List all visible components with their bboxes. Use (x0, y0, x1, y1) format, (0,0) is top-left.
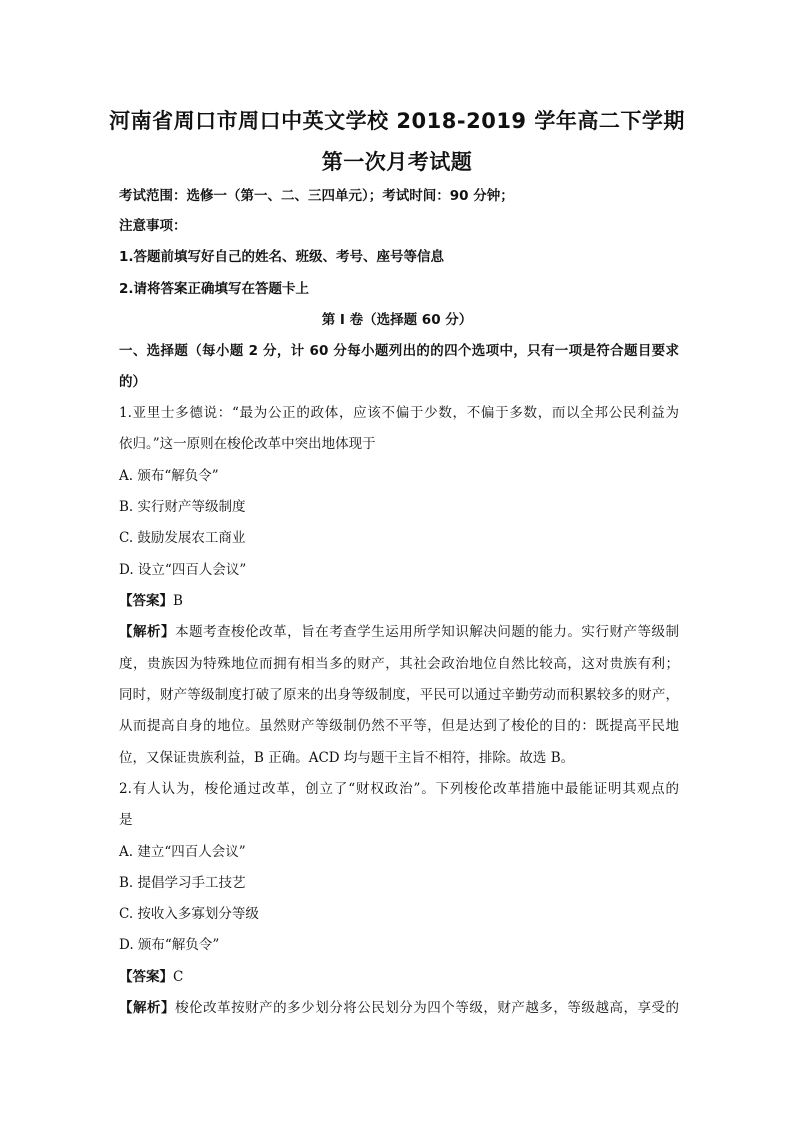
q1-stem-line-1: 1.亚里士多德说：“最为公正的政体，应该不偏于少数，不偏于多数，而以全邦公民利益为 (119, 405, 679, 421)
q1-analysis-line-5: 位，又保证贵族利益，B 正确。ACD 均与题干主旨不相符，排除。故选 B。 (119, 750, 575, 766)
q1-option-a: A. 颁布“解负令” (119, 468, 219, 484)
q1-analysis-line-1 (119, 622, 679, 642)
notes-title: 注意事项： (119, 218, 187, 234)
q1-analysis-line-3: 同时，财产等级制度打破了原来的出身等级制度，平民可以通过辛勤劳动而积累较多的财产， (119, 687, 679, 703)
answer-tag: 【答案】 (119, 593, 173, 609)
analysis-tag: 【解析】 (119, 1000, 176, 1016)
q1-option-c: C. 鼓励发展农工商业 (119, 530, 246, 546)
exam-scope: 考试范围：选修一（第一、二、三四单元）；考试时间：90 分钟； (119, 188, 514, 204)
q2-analysis-line-1 (119, 998, 679, 1018)
q1-option-b: B. 实行财产等级制度 (119, 499, 246, 515)
q1-analysis-line-4: 从而提高自身的地位。虽然财产等级制仍然不平等，但是达到了梭伦的目的：既提高平民地 (119, 718, 679, 734)
title-line-1: 河南省周口市周口中英文学校 2018-2019 学年高二下学期 (109, 109, 685, 133)
q2-option-d: D. 颁布“解负令” (119, 937, 220, 953)
q2-option-b: B. 提倡学习手工技艺 (119, 875, 246, 891)
answer-tag: 【答案】 (119, 969, 173, 985)
q2-option-c: C. 按收入多寡划分等级 (119, 906, 259, 922)
q1-stem-line-2: 依归。”这一原则在梭伦改革中突出地体现于 (119, 436, 376, 452)
analysis-tag: 【解析】 (119, 624, 176, 640)
q1-analysis-line-2: 度，贵族因为特殊地位而拥有相当多的财产，其社会政治地位自然比较高，这对贵族有利； (119, 656, 679, 672)
answer-value: C (173, 969, 184, 985)
answer-value: B (173, 593, 183, 609)
q2-answer (119, 967, 679, 987)
analysis-text: 本题考查梭伦改革，旨在考查学生运用所学知识解决问题的能力。实行财产等级制 (175, 624, 680, 640)
note-2: 2.请将答案正确填写在答题卡上 (119, 281, 310, 297)
section-intro-line-2: 的） (119, 374, 146, 390)
analysis-text: 梭伦改革按财产的多少划分将公民划分为四个等级，财产越多，等级越高，享受的 (175, 1000, 680, 1016)
section-intro-line-1: 一、选择题（每小题 2 分，计 60 分每小题列出的的四个选项中，只有一项是符合题目要求 (119, 343, 679, 359)
q2-stem-line-2: 是 (119, 812, 133, 828)
q2-stem-line-1: 2.有人认为，梭伦通过改革，创立了“财权政治”。下列梭伦改革措施中最能证明其观点的 (119, 781, 679, 797)
q1-option-d: D. 设立“四百人会议” (119, 562, 247, 578)
title-line-2: 第一次月考试题 (321, 150, 473, 174)
section-title: 第 I 卷（选择题 60 分） (321, 312, 473, 328)
note-1: 1.答题前填写好自己的姓名、班级、考号、座号等信息 (119, 249, 445, 265)
q2-option-a: A. 建立“四百人会议” (119, 844, 246, 860)
q1-answer (119, 591, 679, 611)
